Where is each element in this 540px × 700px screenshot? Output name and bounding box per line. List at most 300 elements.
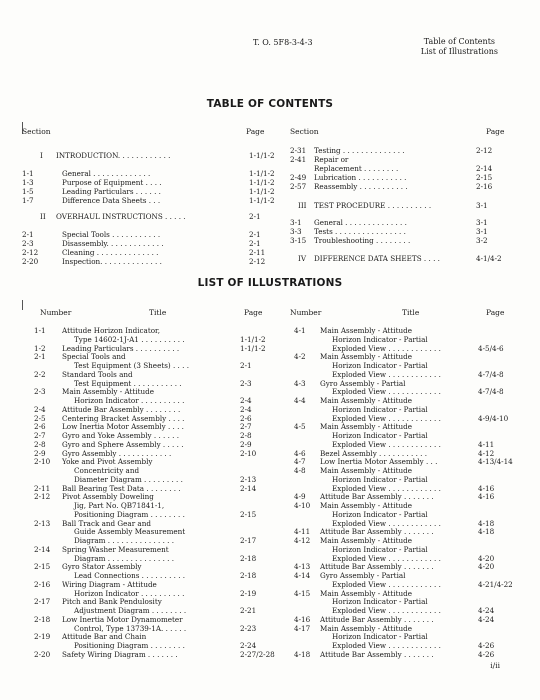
item-title: TEST PROCEDURE . . . . . . . . . . <box>314 201 432 210</box>
item-title: Special Tools . . . . . . . . . . . <box>62 230 161 239</box>
item-number: 2-9 <box>34 448 46 458</box>
list-item <box>22 484 286 493</box>
list-item <box>290 484 520 493</box>
item-title: Pivot Assembly Doweling <box>62 492 154 502</box>
list-item <box>290 519 520 528</box>
item-title: Exploded View . . . . . . . . . . . . <box>332 641 441 650</box>
item-page: 2-24 <box>240 641 257 650</box>
item-title: Exploded View . . . . . . . . . . . . <box>332 343 441 353</box>
item-page: 2-21 <box>240 606 257 615</box>
item-title: Exploded View . . . . . . . . . . . . <box>332 606 441 615</box>
list-item <box>22 545 286 554</box>
list-item <box>22 151 284 160</box>
item-page: 3-1 <box>476 201 488 210</box>
item-number: 4-11 <box>294 527 311 537</box>
item-title: Main Assembly - Attitude <box>320 623 412 633</box>
list-item <box>290 492 520 501</box>
item-title: Horizon Indicator . . . . . . . . . . <box>74 588 185 598</box>
item-number: 4-2 <box>294 352 306 362</box>
item-title: Main Assembly - Attitude <box>320 466 412 475</box>
item-page: 4-13/4-14 <box>478 457 513 467</box>
item-title: Inspection. . . . . . . . . . . . . . <box>62 257 162 266</box>
item-page: 4-9/4-10 <box>478 413 509 423</box>
list-item <box>22 257 284 266</box>
list-item <box>290 440 520 449</box>
header-to-number: T. O. 5F8-3-4-3 <box>253 38 313 47</box>
item-page: 2-4 <box>240 404 252 414</box>
loi-left-page-header: Page <box>244 308 263 317</box>
toc-title: TABLE OF CONTENTS <box>206 98 334 110</box>
list-item <box>290 335 520 344</box>
item-page: 2-18 <box>240 553 257 563</box>
item-title: Attitude Bar Assembly . . . . . . . <box>320 527 434 537</box>
list-item <box>22 624 286 633</box>
item-title: Yoke and Pivot Assembly <box>62 457 153 467</box>
item-title: Attitude Bar and Chain <box>62 632 147 642</box>
item-title: Special Tools and <box>62 352 126 362</box>
item-number: 4-13 <box>294 562 311 572</box>
list-item <box>290 510 520 519</box>
item-number: 2-20 <box>22 257 39 266</box>
toc-right-page-header: Page <box>486 127 505 136</box>
item-title: Reassembly . . . . . . . . . . . <box>314 182 408 191</box>
item-title: Lead Connections . . . . . . . . . . <box>74 571 186 580</box>
item-number: 2-13 <box>34 518 51 528</box>
item-page: 2-8 <box>240 431 252 440</box>
list-item <box>22 178 284 187</box>
list-item <box>22 379 286 388</box>
item-title: Main Assembly - Attitude <box>320 422 412 432</box>
item-title: Main Assembly - Attitude <box>320 536 412 545</box>
list-item <box>290 606 520 615</box>
loi-left-number-header: Number <box>40 308 72 317</box>
item-page: 2-13 <box>240 474 257 484</box>
item-page: 2-14 <box>240 483 257 493</box>
list-item <box>22 527 286 536</box>
item-title: Diameter Diagram . . . . . . . . . <box>74 474 183 484</box>
item-title: Horizon Indicator - Partial <box>332 361 428 370</box>
list-item <box>22 466 286 475</box>
item-title: Standard Tools and <box>62 369 133 379</box>
loi-left-bar <box>22 300 23 310</box>
item-number: 3-15 <box>290 236 307 245</box>
list-item <box>22 457 286 466</box>
item-title: Positioning Diagram . . . . . . . . <box>74 509 185 519</box>
item-number: 4-3 <box>294 378 306 388</box>
item-page: 4-24 <box>478 606 495 615</box>
item-number: 4-8 <box>294 466 306 475</box>
item-page: 4-5/4-6 <box>478 343 504 353</box>
item-number: 2-15 <box>34 562 51 572</box>
toc-left-page-header: Page <box>246 127 265 136</box>
list-item <box>22 475 286 484</box>
list-item <box>290 615 520 624</box>
item-number: 2-18 <box>34 614 51 624</box>
list-item <box>290 545 520 554</box>
item-page: 2-16 <box>476 182 493 191</box>
toc-right-section-header: Section <box>290 127 319 136</box>
item-title: Disassembly. . . . . . . . . . . . . <box>62 239 164 248</box>
item-number: 2-6 <box>34 422 46 432</box>
item-page: 1-1/1-2 <box>249 187 275 196</box>
item-number: 4-10 <box>294 501 311 510</box>
list-item <box>290 326 520 335</box>
item-number: 3-1 <box>290 218 302 227</box>
loi-title: LIST OF ILLUSTRATIONS <box>197 277 343 289</box>
item-page: 4-26 <box>478 641 495 650</box>
list-item <box>290 597 520 606</box>
list-item <box>290 536 520 545</box>
item-page: 1-1/1-2 <box>249 196 275 205</box>
list-item <box>22 510 286 519</box>
item-page: 2-10 <box>240 448 257 458</box>
list-item <box>22 650 286 659</box>
list-item <box>290 571 520 580</box>
item-number: 2-16 <box>34 579 51 589</box>
item-page: 4-18 <box>478 518 495 528</box>
item-title: Leading Particulars . . . . . . <box>62 187 161 196</box>
item-page: 1-1/1-2 <box>240 343 266 353</box>
item-title: Replacement . . . . . . . . <box>314 164 399 173</box>
item-number: 2-8 <box>34 439 46 449</box>
header-right-line1: Table of Contents <box>423 37 496 46</box>
item-title: Horizon Indicator - Partial <box>332 404 428 414</box>
item-number: 4-9 <box>294 492 306 502</box>
item-title: Guide Assembly Measurement <box>74 527 186 537</box>
list-item <box>290 501 520 510</box>
item-page: 3-1 <box>476 218 488 227</box>
list-item <box>22 580 286 589</box>
item-title: Bezel Assembly . . . . . . . . . . . <box>320 448 428 458</box>
item-title: Attitude Bar Assembly . . . . . . . <box>320 562 434 572</box>
item-number: 2-20 <box>34 649 51 659</box>
item-title: Adjustment Diagram . . . . . . . . <box>74 606 187 615</box>
item-number: 4-6 <box>294 448 306 458</box>
list-item <box>22 169 284 178</box>
item-title: Exploded View . . . . . . . . . . . . <box>332 579 441 589</box>
item-page: 4-7/4-8 <box>478 369 504 379</box>
item-page: 3-1 <box>476 227 488 236</box>
item-page: 2-6 <box>240 413 252 423</box>
toc-left-section-header: Section <box>22 127 51 136</box>
item-number: 2-1 <box>34 352 46 362</box>
item-page: 2-1 <box>249 212 261 221</box>
list-item <box>290 466 520 475</box>
list-item <box>290 580 520 589</box>
loi-right-page-header: Page <box>486 308 505 317</box>
item-number: III <box>298 201 307 210</box>
item-title: Gyro Assembly - Partial <box>320 378 406 388</box>
item-title: Wiring Diagram - Attitude <box>62 579 157 589</box>
item-page: 1-1/1-2 <box>240 334 266 344</box>
item-page: 2-19 <box>240 588 257 598</box>
list-item <box>290 457 520 466</box>
list-item <box>22 519 286 528</box>
list-item <box>290 173 510 182</box>
list-item <box>290 405 520 414</box>
item-number: 2-3 <box>22 239 34 248</box>
list-item <box>290 650 520 659</box>
item-page: 2-15 <box>476 173 493 182</box>
item-page: 2-9 <box>240 439 252 449</box>
item-title: Jig, Part No. QB71841-1, <box>74 501 165 510</box>
item-title: Main Assembly - Attitude <box>320 588 412 598</box>
item-number: 2-5 <box>34 413 46 423</box>
item-page: 2-14 <box>476 164 493 173</box>
item-number: 2-17 <box>34 597 51 607</box>
page-footer: i/ii <box>490 661 500 670</box>
item-title: Low Inertia Motor Assembly . . . <box>320 457 438 467</box>
item-number: 2-41 <box>290 155 307 164</box>
list-item <box>22 422 286 431</box>
list-item <box>22 597 286 606</box>
list-item <box>290 218 510 227</box>
item-page: 2-7 <box>240 422 252 432</box>
item-title: Exploded View . . . . . . . . . . . . <box>332 553 441 563</box>
list-item <box>22 606 286 615</box>
item-title: Horizon Indicator . . . . . . . . . . <box>74 396 185 405</box>
item-title: Troubleshooting . . . . . . . . <box>314 236 411 245</box>
item-number: 4-17 <box>294 623 311 633</box>
list-item <box>290 562 520 571</box>
item-number: 4-4 <box>294 396 306 405</box>
item-page: 2-1 <box>240 361 252 370</box>
list-item <box>22 449 286 458</box>
list-item <box>290 554 520 563</box>
item-title: Lubrication . . . . . . . . . . . <box>314 173 407 182</box>
item-page: 4-20 <box>478 562 495 572</box>
item-title: DIFFERENCE DATA SHEETS . . . . <box>314 254 440 263</box>
item-page: 4-16 <box>478 492 495 502</box>
item-page: 4-18 <box>478 527 495 537</box>
item-page: 2-15 <box>240 509 257 519</box>
item-title: Exploded View . . . . . . . . . . . . <box>332 483 441 493</box>
item-title: Attitude Horizon Indicator, <box>62 326 160 335</box>
item-page: 2-1 <box>249 230 261 239</box>
item-number: 4-12 <box>294 536 311 545</box>
item-title: Spring Washer Measurement <box>62 544 169 554</box>
item-title: General . . . . . . . . . . . . . . <box>314 218 407 227</box>
item-number: 2-10 <box>34 457 51 467</box>
item-title: Repair or <box>314 155 349 164</box>
loi-right-title-header: Title <box>402 308 420 317</box>
item-page: 4-24 <box>478 614 495 624</box>
item-title: Exploded View . . . . . . . . . . . . <box>332 413 441 423</box>
item-number: 2-14 <box>34 544 51 554</box>
item-number: II <box>40 212 46 221</box>
header-right-line2: List of Illustrations <box>420 47 498 56</box>
list-item <box>290 449 520 458</box>
item-title: Gyro Stator Assembly <box>62 562 142 572</box>
item-number: 4-1 <box>294 326 306 335</box>
item-title: Purpose of Equipment . . . . <box>62 178 162 187</box>
item-number: 1-1 <box>22 169 34 178</box>
item-page: 4-1/4-2 <box>476 254 502 263</box>
item-number: 2-31 <box>290 146 307 155</box>
item-title: Concentricity and <box>74 466 140 475</box>
loi-right-number-header: Number <box>290 308 322 317</box>
item-title: Ball Bearing Test Data . . . . . . . . <box>62 483 181 493</box>
item-title: Leading Particulars . . . . . . . . . . <box>62 343 180 353</box>
list-item <box>22 571 286 580</box>
header-right <box>421 37 498 57</box>
list-item <box>290 236 510 245</box>
item-number: 2-2 <box>34 369 46 379</box>
list-item <box>290 387 520 396</box>
item-page: 2-1 <box>249 239 261 248</box>
item-number: 1-5 <box>22 187 34 196</box>
list-item <box>290 201 510 210</box>
item-number: 4-16 <box>294 614 311 624</box>
item-title: Pitch and Bank Pendulosity <box>62 597 162 607</box>
item-title: Horizon Indicator - Partial <box>332 632 428 642</box>
item-page: 2-18 <box>240 571 257 580</box>
list-item <box>22 361 286 370</box>
item-page: 3-2 <box>476 236 488 245</box>
loi-left-title-header: Title <box>149 308 167 317</box>
item-title: Gyro Assembly . . . . . . . . . . . . <box>62 448 172 458</box>
item-title: Horizon Indicator - Partial <box>332 597 428 607</box>
item-title: Main Assembly - Attitude <box>320 501 412 510</box>
list-item <box>22 239 284 248</box>
list-item <box>22 632 286 641</box>
item-page: 4-12 <box>478 448 495 458</box>
item-title: Ball Track and Gear and <box>62 518 151 528</box>
list-item <box>22 536 286 545</box>
item-number: 4-15 <box>294 588 311 598</box>
item-number: 2-12 <box>22 248 39 257</box>
item-title: Safety Wiring Diagram . . . . . . . <box>62 649 178 659</box>
list-item <box>290 527 520 536</box>
item-number: 2-4 <box>34 404 46 414</box>
list-item <box>290 344 520 353</box>
list-item <box>22 230 284 239</box>
item-title: INTRODUCTION. . . . . . . . . . . . <box>56 151 171 160</box>
list-item <box>22 387 286 396</box>
item-page: 4-20 <box>478 553 495 563</box>
list-item <box>22 196 284 205</box>
list-item <box>22 554 286 563</box>
list-item <box>22 589 286 598</box>
item-title: Main Assembly - Attitude <box>320 352 412 362</box>
item-title: Attitude Bar Assembly . . . . . . . <box>320 649 434 659</box>
list-item <box>290 414 520 423</box>
item-title: Control, Type 13739-1A. . . . . . <box>74 623 187 633</box>
item-number: 4-18 <box>294 649 311 659</box>
item-page: 2-27/2-28 <box>240 649 275 659</box>
list-item <box>22 492 286 501</box>
item-title: Exploded View . . . . . . . . . . . . <box>332 387 441 397</box>
list-item <box>290 164 510 173</box>
item-title: Tests . . . . . . . . . . . . . . . . <box>314 227 406 236</box>
list-item <box>22 396 286 405</box>
list-item <box>290 379 520 388</box>
item-page: 2-23 <box>240 623 257 633</box>
item-page: 1-1/1-2 <box>249 151 275 160</box>
item-number: 2-7 <box>34 431 46 440</box>
list-item <box>22 187 284 196</box>
item-title: Test Equipment (3 Sheets) . . . . <box>74 361 189 370</box>
item-page: 4-7/4-8 <box>478 387 504 397</box>
item-page: 2-11 <box>249 248 266 257</box>
list-item <box>290 155 510 164</box>
item-number: 4-5 <box>294 422 306 432</box>
item-number: 1-3 <box>22 178 34 187</box>
item-page: 4-21/4-22 <box>478 579 513 589</box>
item-number: 2-1 <box>22 230 34 239</box>
item-title: Main Assembly - Attitude <box>62 387 154 397</box>
item-page: 2-3 <box>240 378 252 388</box>
item-number: 4-7 <box>294 457 306 467</box>
list-item <box>22 326 286 335</box>
list-item <box>22 352 286 361</box>
item-title: Low Inertia Motor Assembly . . . . <box>62 422 184 432</box>
list-item <box>290 146 510 155</box>
item-title: OVERHAUL INSTRUCTIONS . . . . . <box>56 212 186 221</box>
item-page: 1-1/1-2 <box>249 178 275 187</box>
list-item <box>290 641 520 650</box>
list-item <box>22 440 286 449</box>
item-title: Gyro and Yoke Assembly . . . . . . <box>62 431 180 440</box>
list-item <box>22 335 286 344</box>
item-title: Horizon Indicator - Partial <box>332 474 428 484</box>
list-item <box>22 562 286 571</box>
list-item <box>22 615 286 624</box>
item-title: Exploded View . . . . . . . . . . . . <box>332 518 441 528</box>
list-item <box>290 396 520 405</box>
item-title: Low Inertia Motor Dynamometer <box>62 614 183 624</box>
item-title: Diagram . . . . . . . . . . . . . . . <box>74 553 175 563</box>
list-item <box>290 352 520 361</box>
list-item <box>22 641 286 650</box>
item-title: Horizon Indicator - Partial <box>332 431 428 440</box>
list-item <box>290 227 510 236</box>
list-item <box>290 589 520 598</box>
item-page: 4-11 <box>478 439 495 449</box>
list-item <box>22 414 286 423</box>
item-title: Gyro Assembly - Partial <box>320 571 406 580</box>
item-title: Type 14602-1J-A1 . . . . . . . . . . <box>74 334 185 344</box>
item-number: 2-19 <box>34 632 51 642</box>
item-title: Horizon Indicator - Partial <box>332 334 428 344</box>
item-title: Cleaning . . . . . . . . . . . . . . <box>62 248 159 257</box>
item-title: Attitude Bar Assembly . . . . . . . <box>320 492 434 502</box>
item-number: 1-7 <box>22 196 34 205</box>
item-title: General . . . . . . . . . . . . . <box>62 169 151 178</box>
item-number: 2-12 <box>34 492 51 502</box>
list-item <box>290 254 510 263</box>
item-title: Diagram . . . . . . . . . . . . . . . <box>74 536 175 545</box>
item-title: Exploded View . . . . . . . . . . . . <box>332 439 441 449</box>
list-item <box>290 475 520 484</box>
item-title: Attitude Bar Assembly . . . . . . . . <box>62 404 181 414</box>
item-number: 2-3 <box>34 387 46 397</box>
list-item <box>22 501 286 510</box>
item-page: 2-17 <box>240 536 257 545</box>
item-page: 2-4 <box>240 396 252 405</box>
list-item <box>290 422 520 431</box>
item-title: Difference Data Sheets . . . <box>62 196 161 205</box>
list-item <box>290 632 520 641</box>
item-title: Positioning Diagram . . . . . . . . <box>74 641 185 650</box>
item-number: 1-2 <box>34 343 46 353</box>
item-number: IV <box>298 254 307 263</box>
item-title: Attitude Bar Assembly . . . . . . . <box>320 614 434 624</box>
item-page: 2-12 <box>249 257 266 266</box>
item-number: 2-11 <box>34 483 51 493</box>
item-page: 4-26 <box>478 649 495 659</box>
list-item <box>290 624 520 633</box>
